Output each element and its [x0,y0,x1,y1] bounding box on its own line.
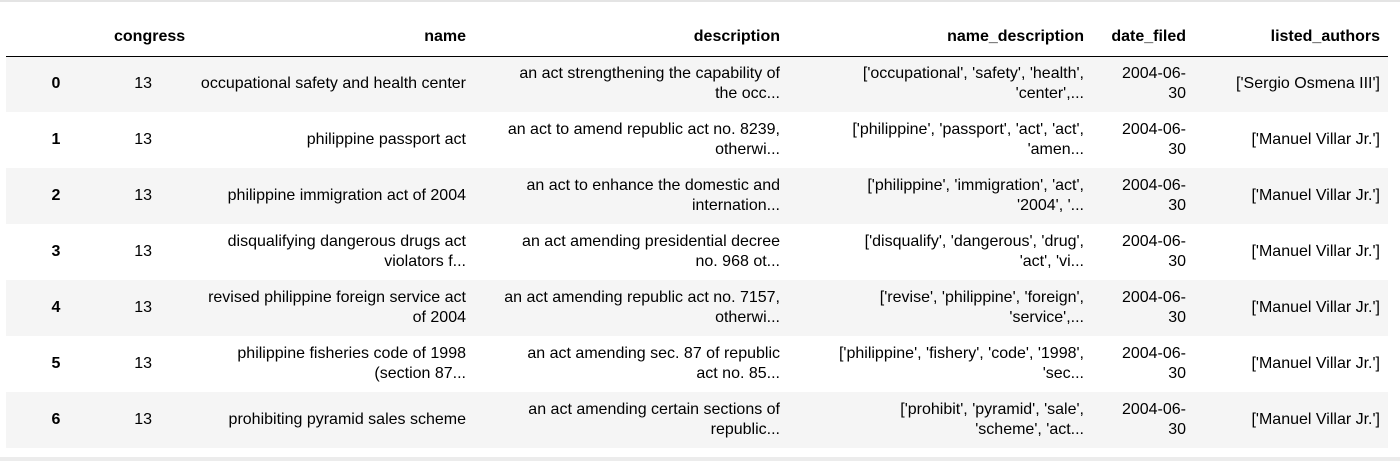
cell-description [474,168,788,224]
cell-text-line: 2004-06- [1121,289,1186,306]
cell-text-line: occupational safety and health center [200,75,466,93]
cell-congress: 13 [106,224,160,280]
cell-text-line: philippine immigration act of 2004 [227,187,466,204]
cell-description [474,280,788,336]
cell-listed-authors [1194,280,1388,336]
header-row [6,22,1388,56]
table-row [6,392,1388,448]
dataframe-table [6,22,1388,448]
cell-text-line: ['philippine', 'fishery', 'code', '1998', [838,345,1084,362]
cell-text-line: an act amending republic act no. 7157, [504,289,780,306]
cell-text-line: 30 [1168,365,1186,382]
table-row [6,280,1388,336]
cell-text-line: violators f... [384,253,466,270]
cell-date-filed [1092,112,1194,168]
row-index: 5 [6,336,106,392]
cell-text-line: otherwi... [715,141,780,158]
cell-congress: 13 [106,168,160,224]
cell-text-line: 'amen... [1027,141,1084,158]
cell-description [474,224,788,280]
cell-date-filed [1092,280,1194,336]
cell-name-description [788,168,1092,224]
column-header-listed-authors: listed_authors [1194,22,1388,56]
table-row [6,168,1388,224]
cell-text-line: 2004-06- [1121,401,1186,418]
cell-text-line: 30 [1168,141,1186,158]
cell-text-line: 'scheme', 'act... [975,421,1084,438]
cell-text-line: 2004-06- [1121,65,1186,83]
cell-description [474,56,788,112]
cell-name-description [788,336,1092,392]
cell-text-line: ['revise', 'philippine', 'foreign', [879,289,1084,306]
cell-text-line: ['occupational', 'safety', 'health', [862,65,1084,83]
cell-text-line: an act amending presidential decree [522,233,780,250]
cell-text-line: 'act', 'vi... [1019,253,1084,270]
cell-name-description [788,224,1092,280]
cell-text-line: ['Manuel Villar Jr.'] [1251,299,1380,316]
cell-text-line: 30 [1168,309,1186,326]
column-header-date-filed: date_filed [1092,22,1194,56]
cell-text-line: ['Sergio Osmena III'] [1236,75,1380,93]
index-header [6,22,106,56]
cell-name [160,224,474,280]
cell-text-line: of 2004 [412,309,466,326]
cell-text-line: ['Manuel Villar Jr.'] [1251,411,1380,428]
cell-text-line: an act to amend republic act no. 8239, [507,121,780,138]
dataframe-container [6,22,1388,448]
column-header-name: name [160,22,474,56]
cell-congress: 13 [106,392,160,448]
cell-text-line: '2004', '... [1017,197,1084,214]
cell-text-line: ['disqualify', 'dangerous', 'drug', [864,233,1084,250]
table-row [6,336,1388,392]
cell-text-line: an act strengthening the capability of [519,65,780,83]
cell-text-line: 30 [1168,197,1186,214]
cell-description [474,336,788,392]
cell-listed-authors [1194,336,1388,392]
cell-date-filed [1092,336,1194,392]
column-header-congress: congress [106,22,160,56]
row-index: 4 [6,280,106,336]
cell-text-line: no. 968 ot... [695,253,780,270]
cell-text-line: 30 [1168,421,1186,438]
cell-text-line: philippine passport act [306,131,466,148]
cell-congress: 13 [106,112,160,168]
cell-text-line: 30 [1168,85,1186,103]
cell-text-line: ['philippine', 'passport', 'act', 'act', [852,121,1084,138]
cell-text-line: 2004-06- [1121,233,1186,250]
cell-date-filed [1092,56,1194,112]
cell-text-line: 2004-06- [1121,345,1186,362]
cell-text-line: ['Manuel Villar Jr.'] [1251,355,1380,372]
cell-text-line: ['Manuel Villar Jr.'] [1251,187,1380,204]
cell-name-description [788,392,1092,448]
column-header-name-description: name_description [788,22,1092,56]
cell-text-line: the occ... [715,85,780,103]
cell-listed-authors [1194,56,1388,112]
output-scroll-area [0,457,1400,461]
row-index: 6 [6,392,106,448]
cell-text-line: act no. 85... [696,365,780,382]
table-row [6,56,1388,112]
cell-text-line: internation... [691,197,780,214]
cell-text-line: philippine fisheries code of 1998 [237,345,466,362]
cell-listed-authors [1194,112,1388,168]
cell-text-line: republic... [710,421,780,438]
cell-text-line: an act amending sec. 87 of republic [527,345,780,362]
cell-text-line: ['prohibit', 'pyramid', 'sale', [900,401,1084,418]
cell-text-line: an act amending certain sections of [528,401,780,418]
cell-text-line: ['philippine', 'immigration', 'act', [867,177,1084,194]
row-index: 0 [6,56,106,112]
cell-text-line: 2004-06- [1121,121,1186,138]
cell-listed-authors [1194,168,1388,224]
cell-text-line: ['Manuel Villar Jr.'] [1251,131,1380,148]
cell-text-line: revised philippine foreign service act [208,289,466,306]
cell-name [160,112,474,168]
cell-date-filed [1092,224,1194,280]
cell-text-line: 2004-06- [1121,177,1186,194]
cell-text-line: otherwi... [715,309,780,326]
cell-text-line: 'center',... [1015,85,1084,103]
cell-listed-authors [1194,392,1388,448]
cell-congress: 13 [106,56,160,112]
cell-name-description [788,280,1092,336]
cell-name-description [788,56,1092,112]
cell-text-line: disqualifying dangerous drugs act [227,233,466,250]
cell-text-line: ['Manuel Villar Jr.'] [1251,243,1380,260]
cell-name [160,56,474,112]
cell-text-line: prohibiting pyramid sales scheme [228,411,466,428]
column-header-description: description [474,22,788,56]
cell-name [160,168,474,224]
row-index: 1 [6,112,106,168]
table-row [6,224,1388,280]
row-index: 3 [6,224,106,280]
cell-name [160,336,474,392]
cell-description [474,392,788,448]
cell-text-line: 'sec... [1042,365,1084,382]
cell-text-line: 30 [1168,253,1186,270]
cell-name-description [788,112,1092,168]
cell-congress: 13 [106,336,160,392]
cell-listed-authors [1194,224,1388,280]
row-index: 2 [6,168,106,224]
table-body [6,56,1388,448]
cell-name [160,280,474,336]
cell-description [474,112,788,168]
cell-text-line: an act to enhance the domestic and [526,177,780,194]
cell-text-line: 'service',... [1009,309,1084,326]
cell-text-line: (section 87... [374,365,466,382]
cell-congress: 13 [106,280,160,336]
cell-name [160,392,474,448]
cell-date-filed [1092,392,1194,448]
table-row [6,112,1388,168]
cell-date-filed [1092,168,1194,224]
